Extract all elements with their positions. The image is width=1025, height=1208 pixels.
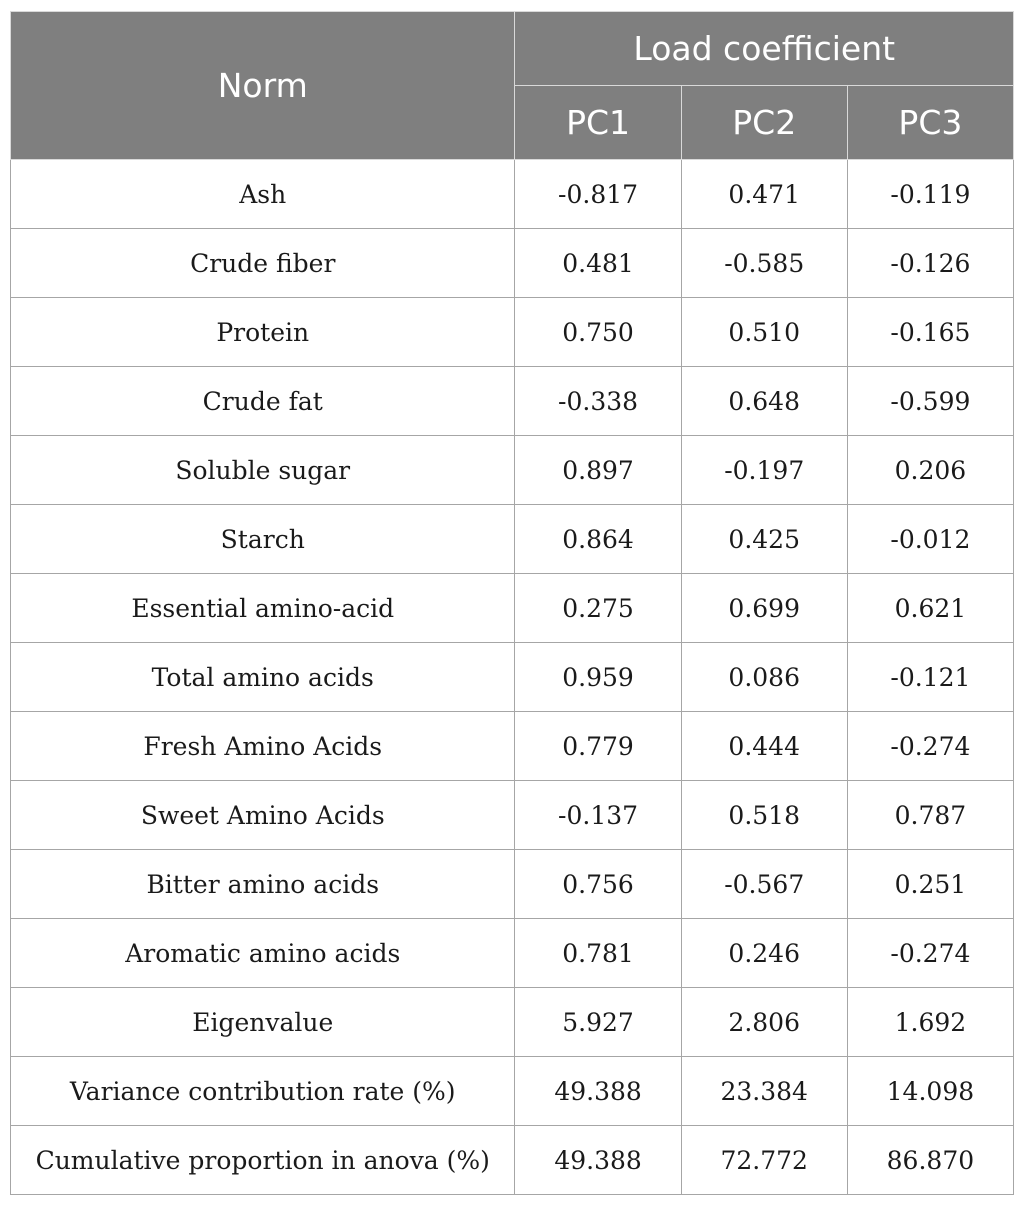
row-label: Aromatic amino acids — [11, 919, 515, 988]
pc1-value-cell: -0.338 — [515, 367, 681, 436]
table-row — [11, 367, 1014, 436]
table-row — [11, 1057, 1014, 1126]
pc1-value-cell: -0.817 — [515, 160, 681, 229]
pc2-value-cell: 0.510 — [681, 298, 847, 367]
row-label: Sweet Amino Acids — [11, 781, 515, 850]
pc1-value-cell: 0.756 — [515, 850, 681, 919]
pc3-value-cell: -0.126 — [847, 229, 1013, 298]
row-label: Crude fat — [11, 367, 515, 436]
pc3-value-cell: -0.012 — [847, 505, 1013, 574]
row-label: Cumulative proportion in anova (%) — [11, 1126, 515, 1195]
table-row — [11, 298, 1014, 367]
pc2-value-cell: -0.567 — [681, 850, 847, 919]
pc2-header: PC2 — [681, 86, 847, 160]
norm-header: Norm — [11, 12, 515, 160]
table-row — [11, 160, 1014, 229]
pc2-value-cell: 0.425 — [681, 505, 847, 574]
pc1-value-cell: 0.481 — [515, 229, 681, 298]
pc3-header: PC3 — [847, 86, 1013, 160]
pc1-value-cell: 49.388 — [515, 1126, 681, 1195]
table-row — [11, 781, 1014, 850]
pc1-value-cell: 0.275 — [515, 574, 681, 643]
pc1-value-cell: 0.959 — [515, 643, 681, 712]
pc3-value-cell: -0.599 — [847, 367, 1013, 436]
row-label: Eigenvalue — [11, 988, 515, 1057]
pc3-value-cell: 86.870 — [847, 1126, 1013, 1195]
row-label: Protein — [11, 298, 515, 367]
pc3-value-cell: 0.206 — [847, 436, 1013, 505]
pc2-value-cell: 0.444 — [681, 712, 847, 781]
load-coefficient-table — [10, 11, 1014, 1195]
row-label: Fresh Amino Acids — [11, 712, 515, 781]
pc1-value-cell: 0.897 — [515, 436, 681, 505]
pc1-value-cell: 0.781 — [515, 919, 681, 988]
row-label: Variance contribution rate (%) — [11, 1057, 515, 1126]
pc1-value-cell: 5.927 — [515, 988, 681, 1057]
row-label: Bitter amino acids — [11, 850, 515, 919]
row-label: Ash — [11, 160, 515, 229]
table-row — [11, 436, 1014, 505]
table-row — [11, 1126, 1014, 1195]
pc2-value-cell: -0.197 — [681, 436, 847, 505]
row-label: Essential amino-acid — [11, 574, 515, 643]
pc3-value-cell: 0.787 — [847, 781, 1013, 850]
table-row — [11, 643, 1014, 712]
table-row — [11, 505, 1014, 574]
table-row — [11, 229, 1014, 298]
pc3-value-cell: 14.098 — [847, 1057, 1013, 1126]
header-row-top — [11, 12, 1014, 86]
table-row — [11, 574, 1014, 643]
row-label: Total amino acids — [11, 643, 515, 712]
table-row — [11, 919, 1014, 988]
table-row — [11, 850, 1014, 919]
pc3-value-cell: -0.165 — [847, 298, 1013, 367]
pc3-value-cell: -0.274 — [847, 712, 1013, 781]
pc2-value-cell: 0.518 — [681, 781, 847, 850]
row-label: Crude fiber — [11, 229, 515, 298]
pc1-value-cell: -0.137 — [515, 781, 681, 850]
load-coefficient-header: Load coefficient — [515, 12, 1014, 86]
table-header — [11, 12, 1014, 160]
pc2-value-cell: 0.699 — [681, 574, 847, 643]
pc2-value-cell: 0.471 — [681, 160, 847, 229]
table-body — [11, 160, 1014, 1195]
pc3-value-cell: 0.251 — [847, 850, 1013, 919]
row-label: Soluble sugar — [11, 436, 515, 505]
pc3-value-cell: -0.119 — [847, 160, 1013, 229]
row-label: Starch — [11, 505, 515, 574]
pc2-value-cell: 72.772 — [681, 1126, 847, 1195]
table-row — [11, 988, 1014, 1057]
pc3-value-cell: 1.692 — [847, 988, 1013, 1057]
pc2-value-cell: 0.246 — [681, 919, 847, 988]
pc1-value-cell: 0.864 — [515, 505, 681, 574]
pc3-value-cell: -0.274 — [847, 919, 1013, 988]
pc3-value-cell: 0.621 — [847, 574, 1013, 643]
pc1-value-cell: 49.388 — [515, 1057, 681, 1126]
pc2-value-cell: 2.806 — [681, 988, 847, 1057]
pc1-header: PC1 — [515, 86, 681, 160]
table-container — [10, 11, 1014, 1195]
pc2-value-cell: -0.585 — [681, 229, 847, 298]
table-row — [11, 712, 1014, 781]
pc2-value-cell: 23.384 — [681, 1057, 847, 1126]
pc2-value-cell: 0.648 — [681, 367, 847, 436]
pc1-value-cell: 0.779 — [515, 712, 681, 781]
pc3-value-cell: -0.121 — [847, 643, 1013, 712]
pc1-value-cell: 0.750 — [515, 298, 681, 367]
pc2-value-cell: 0.086 — [681, 643, 847, 712]
